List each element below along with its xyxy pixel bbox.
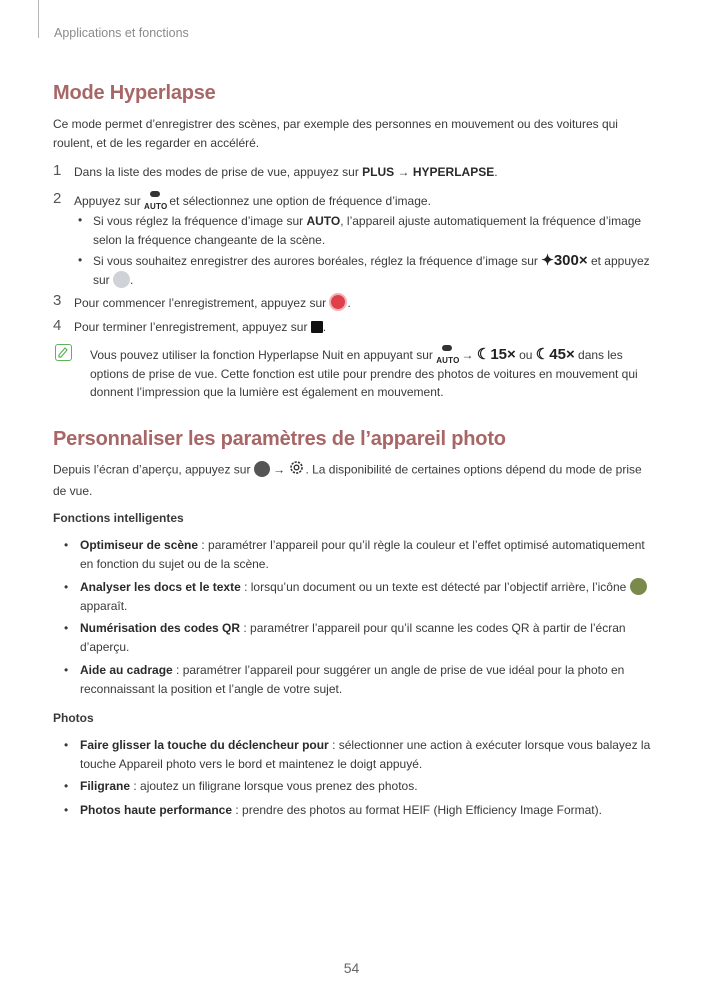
list-item: Filigrane : ajoutez un filigrane lorsque vous prenez des photos.	[80, 779, 418, 793]
section-title-settings: Personnaliser les paramètres de l’appareil photo	[53, 428, 506, 450]
running-header: Applications et fonctions	[54, 26, 189, 40]
subheading-photos: Photos	[53, 711, 94, 725]
section-title-hyperlapse: Mode Hyperlapse	[53, 82, 216, 104]
list-item: Analyser les docs et le texte : lorsqu’un document ou un texte est détecté par l’objectif arrière, l’icône apparaît.	[80, 578, 655, 615]
list-item: Optimiseur de scène : paramétrer l’appareil pour qu’il règle la couleur et l’effet optimisé automatiquement en fonction du sujet ou de la scène.	[80, 538, 645, 571]
list-item: Faire glisser la touche du déclencheur pour : sélectionner une action à exécuter lorsque vous balayez la touche Appareil photo vers le bord et maintenez le doigt appuyé.	[80, 738, 651, 771]
hyperlapse-note: Vous pouvez utiliser la fonction Hyperlapse Nuit en appuyant sur AUTO → ☾15× ou ☾45× dans les options de prise de vue. Cette fonction est utile pour prendre des photos de voitures en mouvement qui donnent l’impression que la lumière est également en mouvement.	[90, 346, 638, 399]
subheading-smart-features: Fonctions intelligentes	[53, 511, 184, 525]
settings-intro: Depuis l’écran d’aperçu, appuyez sur → . La disponibilité de certaines options dépend du mode de prise de vue.	[53, 459, 653, 500]
scan-document-icon	[630, 578, 647, 595]
night-icon: ☾	[476, 346, 491, 363]
night-icon: ☾	[535, 346, 550, 363]
step-number: 3	[53, 292, 62, 309]
page-number: 54	[343, 960, 360, 976]
auto-rate-icon: AUTO	[144, 191, 166, 209]
step-1: Dans la liste des modes de prise de vue, appuyez sur PLUS → HYPERLAPSE.	[74, 165, 498, 179]
more-options-icon	[254, 461, 270, 477]
step-3: Pour commencer l’enregistrement, appuyez sur .	[74, 293, 654, 313]
record-icon	[329, 293, 347, 311]
list-item: Numérisation des codes QR : paramétrer l’appareil pour qu’il scanne les codes QR à partir de l’écran d’aperçu.	[80, 621, 626, 654]
step-4: Pour terminer l’enregistrement, appuyez sur .	[74, 320, 327, 334]
list-item: Photos haute performance : prendre des photos au format HEIF (High Efficiency Image Format).	[80, 803, 602, 817]
hyperlapse-intro: Ce mode permet d’enregistrer des scènes, par exemple des personnes en mouvement ou des voitures qui roulent, et de les regarder en accéléré.	[53, 117, 618, 150]
bullet-aurora: Si vous souhaitez enregistrer des aurores boréales, réglez la fréquence d’image sur ✦300× et appuyez sur .	[93, 252, 650, 287]
note-icon	[55, 344, 72, 361]
step-number: 1	[53, 162, 62, 179]
bullet-auto: Si vous réglez la fréquence d’image sur AUTO, l’appareil ajuste automatiquement la fréquence d’image selon la fréquence changeante de la scène.	[93, 214, 642, 247]
settings-gear-icon	[288, 459, 305, 482]
stop-icon	[311, 321, 323, 333]
step-number: 4	[53, 317, 62, 334]
header-rule	[38, 0, 39, 38]
mic-off-icon	[113, 271, 130, 288]
auto-rate-icon: AUTO	[436, 345, 458, 363]
list-item: Aide au cadrage : paramétrer l’appareil pour suggérer un angle de prise de vue idéal pour la photo en reconnaissant la position et l’angle de votre sujet.	[80, 663, 625, 696]
step-number: 2	[53, 190, 62, 207]
step-2: Appuyez sur AUTO et sélectionnez une option de fréquence d’image.	[74, 191, 654, 211]
sparkle-icon: ✦	[541, 252, 554, 269]
